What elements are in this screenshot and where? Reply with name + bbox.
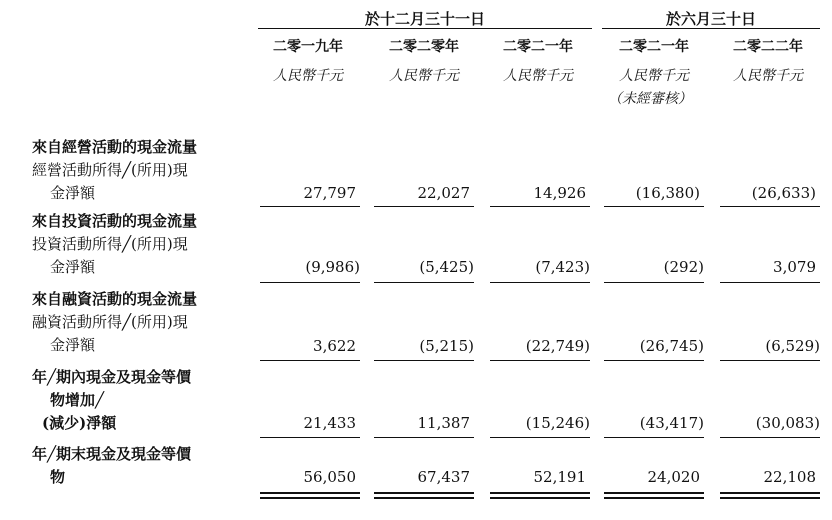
- unaudited-note: （未經審核）: [608, 91, 692, 107]
- value-cell: 24,020: [647, 468, 700, 486]
- column-currency-header: 人民幣千元: [273, 68, 343, 84]
- value-cell: (5,215): [419, 337, 474, 355]
- double-rule-bottom: [374, 497, 474, 499]
- double-rule-top: [374, 492, 474, 494]
- rule-line: [260, 282, 360, 283]
- double-rule-top: [720, 492, 820, 494]
- group-header-underline: [258, 28, 592, 29]
- value-cell: 3,622: [313, 337, 356, 355]
- rule-line: [604, 282, 704, 283]
- rule-line: [720, 437, 820, 438]
- rule-line: [260, 206, 360, 207]
- group-header-june: 於六月三十日: [665, 10, 756, 28]
- column-year-header: 二零二一年: [503, 39, 573, 55]
- row-label-net-change: 年╱期內現金及現金等價: [32, 368, 192, 386]
- value-cell: (9,986): [305, 258, 360, 276]
- rule-line: [604, 206, 704, 207]
- value-cell: (7,423): [535, 258, 590, 276]
- row-label: 融資活動所得╱(所用)現: [32, 313, 188, 331]
- rule-line: [260, 437, 360, 438]
- row-label: 物增加╱: [50, 391, 105, 409]
- value-cell: (6,529): [765, 337, 820, 355]
- column-year-header: 二零一九年: [273, 39, 343, 55]
- value-cell: (15,246): [525, 414, 590, 432]
- column-currency-header: 人民幣千元: [733, 68, 803, 84]
- rule-line: [720, 206, 820, 207]
- double-rule-top: [604, 492, 704, 494]
- value-cell: (26,745): [639, 337, 704, 355]
- rule-line: [604, 437, 704, 438]
- rule-line: [604, 360, 704, 361]
- double-rule-bottom: [490, 497, 590, 499]
- rule-line: [490, 206, 590, 207]
- rule-line: [260, 360, 360, 361]
- row-label: 經營活動所得╱(所用)現: [32, 161, 188, 179]
- column-year-header: 二零二一年: [619, 39, 689, 55]
- group-header-underline: [602, 28, 820, 29]
- value-cell: 56,050: [303, 468, 356, 486]
- column-year-header: 二零二二年: [733, 39, 803, 55]
- double-rule-bottom: [720, 497, 820, 499]
- rule-line: [720, 282, 820, 283]
- column-currency-header: 人民幣千元: [503, 68, 573, 84]
- value-cell: (5,425): [419, 258, 474, 276]
- section-heading-financing: 來自融資活動的現金流量: [32, 290, 198, 308]
- value-cell: (16,380): [635, 184, 700, 202]
- rule-line: [490, 437, 590, 438]
- group-header-december: 於十二月三十一日: [364, 10, 485, 28]
- value-cell: 67,437: [417, 468, 470, 486]
- rule-line: [374, 437, 474, 438]
- value-cell: (26,633): [751, 184, 816, 202]
- row-label: 投資活動所得╱(所用)現: [32, 235, 188, 253]
- value-cell: 27,797: [303, 184, 356, 202]
- value-cell: 21,433: [303, 414, 356, 432]
- rule-line: [374, 360, 474, 361]
- rule-line: [374, 206, 474, 207]
- value-cell: 3,079: [773, 258, 816, 276]
- value-cell: 22,027: [417, 184, 470, 202]
- row-label-closing-balance: 年╱期末現金及現金等價: [32, 445, 192, 463]
- rule-line: [374, 282, 474, 283]
- value-cell: (30,083): [755, 414, 820, 432]
- double-rule-bottom: [604, 497, 704, 499]
- row-label: 金淨額: [50, 184, 96, 202]
- value-cell: 11,387: [417, 414, 470, 432]
- value-cell: (43,417): [639, 414, 704, 432]
- value-cell: (292): [663, 258, 704, 276]
- row-label: (減少)淨額: [42, 414, 117, 432]
- value-cell: 14,926: [533, 184, 586, 202]
- column-currency-header: 人民幣千元: [389, 68, 459, 84]
- column-year-header: 二零二零年: [389, 39, 459, 55]
- row-label: 金淨額: [50, 258, 96, 276]
- value-cell: 22,108: [763, 468, 816, 486]
- double-rule-top: [260, 492, 360, 494]
- rule-line: [720, 360, 820, 361]
- row-label: 金淨額: [50, 336, 96, 354]
- section-heading-operating: 來自經營活動的現金流量: [32, 138, 198, 156]
- rule-line: [490, 360, 590, 361]
- column-currency-header: 人民幣千元: [619, 68, 689, 84]
- rule-line: [490, 282, 590, 283]
- double-rule-top: [490, 492, 590, 494]
- value-cell: 52,191: [533, 468, 586, 486]
- section-heading-investing: 來自投資活動的現金流量: [32, 212, 198, 230]
- row-label: 物: [50, 468, 66, 486]
- value-cell: (22,749): [525, 337, 590, 355]
- double-rule-bottom: [260, 497, 360, 499]
